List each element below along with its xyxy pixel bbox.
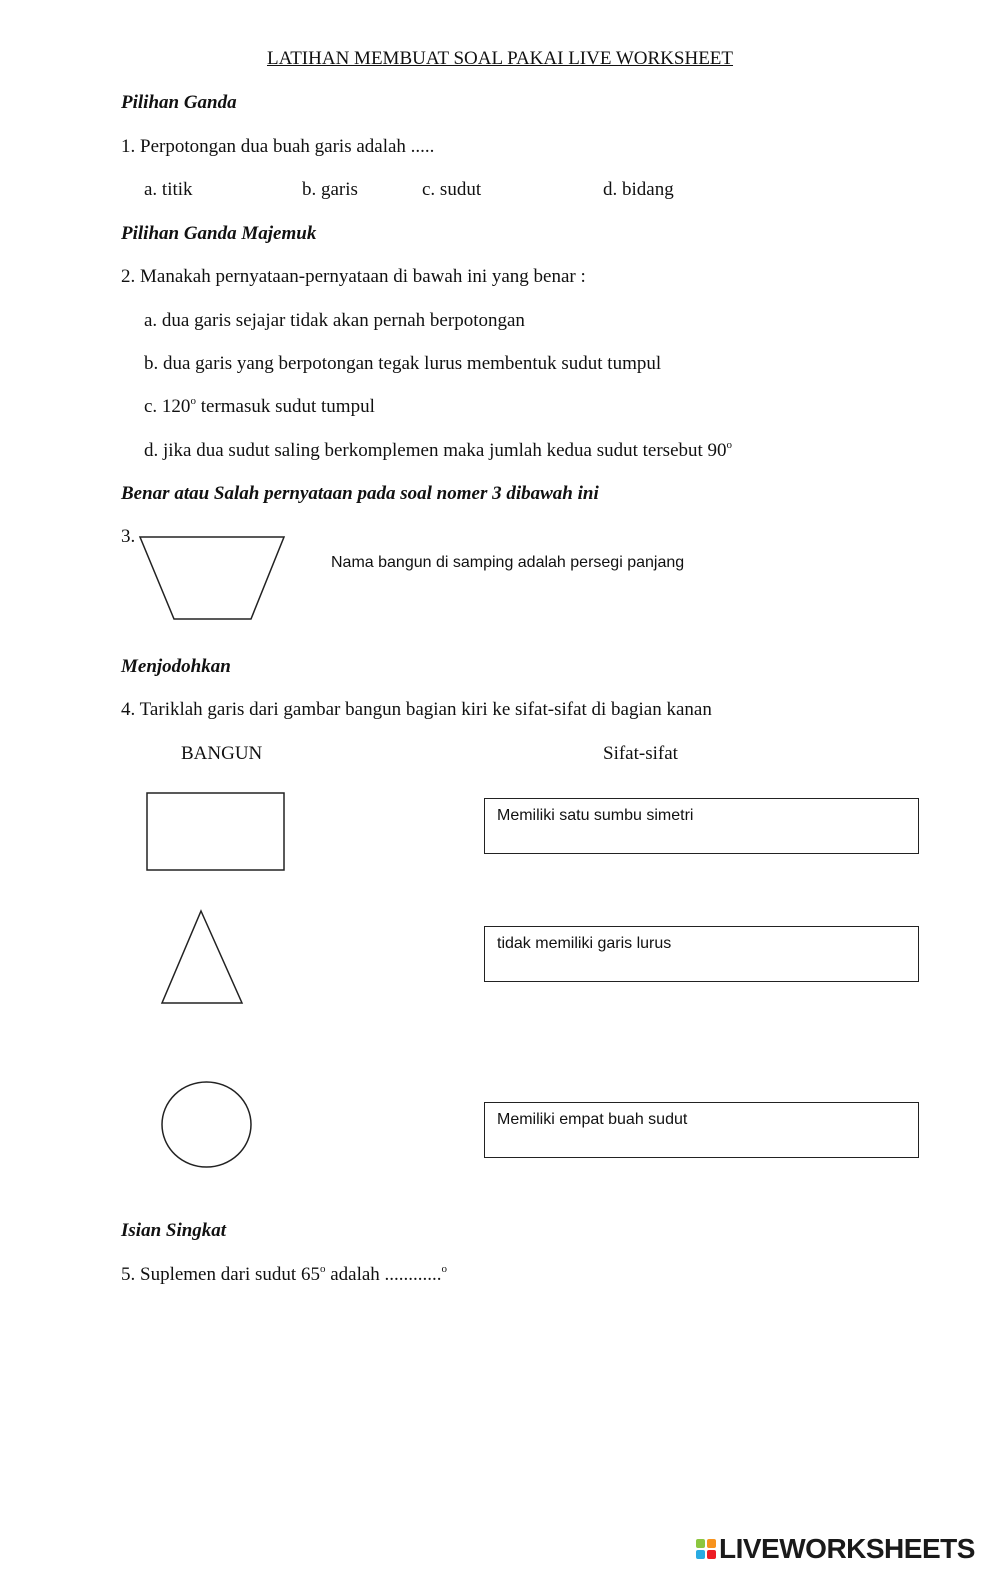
q2-option-c[interactable] [144, 396, 375, 418]
logo-square-blue [696, 1550, 705, 1559]
degree-symbol: o [726, 439, 733, 451]
logo-square-orange [707, 1539, 716, 1548]
q3-statement: Nama bangun di samping adalah persegi panjang [331, 554, 685, 571]
q2-option-c-suffix: termasuk sudut tumpul [195, 396, 375, 417]
q2-option-d[interactable] [144, 440, 732, 462]
column-heading-sifat: Sifat-sifat [603, 743, 678, 764]
section-heading-benar-salah: Benar atau Salah pernyataan pada soal nomer 3 dibawah ini [121, 483, 599, 504]
section-heading-pilihan-ganda: Pilihan Ganda [121, 92, 237, 113]
circle-shape[interactable] [160, 1081, 254, 1169]
rectangle-shape[interactable] [146, 792, 286, 872]
question-3-number: 3. [121, 526, 136, 547]
q5-prefix: 5. Suplemen dari sudut 65 [121, 1264, 320, 1285]
logo-square-red [707, 1550, 716, 1559]
q2-option-a[interactable]: a. dua garis sejajar tidak akan pernah berpotongan [144, 310, 525, 331]
degree-symbol: o [190, 395, 196, 407]
q2-option-c-prefix: c. 120 [144, 396, 191, 417]
logo-icon [696, 1539, 716, 1559]
q5-answer-blank[interactable]: adalah ............ [325, 1264, 442, 1285]
q2-option-b[interactable]: b. dua garis yang berpotongan tegak lurus membentuk sudut tumpul [144, 353, 662, 374]
q1-option-a[interactable]: a. titik [144, 179, 193, 200]
question-5-text [121, 1264, 447, 1286]
logo-square-green [696, 1539, 705, 1548]
question-1-text: 1. Perpotongan dua buah garis adalah ..... [121, 136, 435, 157]
trapezoid-shape [138, 533, 288, 625]
degree-symbol: o [319, 1263, 326, 1275]
triangle-shape[interactable] [160, 908, 244, 1006]
property-box-3[interactable]: Memiliki empat buah sudut [484, 1102, 919, 1158]
section-heading-pilihan-ganda-majemuk: Pilihan Ganda Majemuk [121, 223, 317, 244]
q1-option-c[interactable]: c. sudut [422, 179, 482, 200]
section-heading-menjodohkan: Menjodohkan [121, 656, 231, 677]
question-2-text: 2. Manakah pernyataan-pernyataan di bawah ini yang benar : [121, 266, 586, 287]
q1-option-d[interactable]: d. bidang [603, 179, 674, 200]
degree-symbol: o [441, 1263, 448, 1275]
question-4-text: 4. Tariklah garis dari gambar bangun bagian kiri ke sifat-sifat di bagian kanan [121, 699, 712, 720]
page-title: LATIHAN MEMBUAT SOAL PAKAI LIVE WORKSHEET [266, 48, 734, 69]
logo-text: LIVEWORKSHEETS [719, 1533, 975, 1564]
q1-option-b[interactable]: b. garis [302, 179, 358, 200]
property-box-1[interactable]: Memiliki satu sumbu simetri [484, 798, 919, 854]
column-heading-bangun: BANGUN [181, 743, 263, 764]
liveworksheets-logo [696, 1532, 975, 1566]
q2-option-d-text: d. jika dua sudut saling berkomplemen maka jumlah kedua sudut tersebut 90 [144, 440, 727, 461]
property-box-2[interactable]: tidak memiliki garis lurus [484, 926, 919, 982]
section-heading-isian-singkat: Isian Singkat [121, 1220, 227, 1241]
